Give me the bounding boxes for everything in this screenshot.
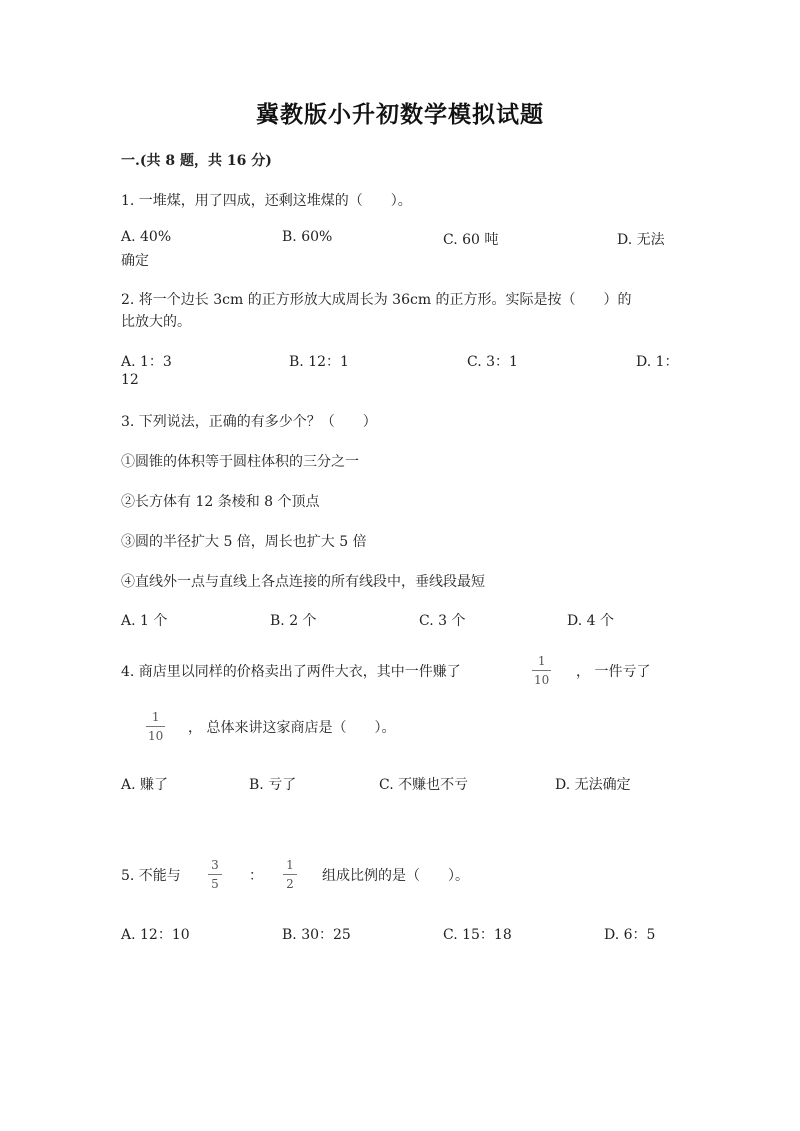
q5-fraction-2: [283, 859, 297, 890]
q5-option-d: D. 6：5: [604, 927, 656, 943]
section-heading: 一.(共 8 题，共 16 分): [121, 153, 272, 169]
q1-option-b: B. 60%: [282, 229, 333, 245]
fraction-bar: [283, 874, 297, 875]
q3-statement-1: ①圆锥的体积等于圆柱体积的三分之一: [121, 454, 359, 470]
fraction-bar: [532, 670, 551, 671]
q2-option-c: C. 3：1: [467, 354, 518, 370]
q4-option-d: D. 无法确定: [555, 777, 631, 793]
q3-option-d: D. 4 个: [567, 613, 614, 629]
q1-option-d: D. 无法: [617, 232, 665, 248]
q5-stem-part1: 5. 不能与: [121, 868, 181, 884]
q4-option-c: C. 不赚也不亏: [379, 777, 469, 793]
q3-option-a: A. 1 个: [121, 613, 168, 629]
q1-option-c: C. 60 吨: [443, 232, 499, 248]
q3-statement-2: ②长方体有 12 条棱和 8 个顶点: [121, 494, 320, 510]
q3-statement-4: ④直线外一点与直线上各点连接的所有线段中，垂线段最短: [121, 574, 485, 590]
question-1-stem: 1. 一堆煤，用了四成，还剩这堆煤的（ ）。: [121, 193, 412, 209]
q3-option-b: B. 2 个: [270, 613, 317, 629]
q5-fraction-1-numerator: 3: [211, 858, 219, 872]
q4-fraction-2: [146, 711, 165, 742]
q1-option-a: A. 40%: [121, 229, 172, 245]
q5-option-c: C. 15：18: [443, 927, 512, 943]
q4-stem-part1: 4. 商店里以同样的价格卖出了两件大衣，其中一件赚了: [121, 664, 461, 680]
q5-fraction-2-numerator: 1: [286, 858, 294, 872]
q2-option-b: B. 12：1: [289, 354, 349, 370]
q4-fraction-1: [532, 655, 551, 686]
q3-option-c: C. 3 个: [419, 613, 466, 629]
q4-fraction-2-denominator: 10: [148, 729, 164, 743]
q4-fraction-2-numerator: 1: [151, 710, 160, 724]
q5-fraction-1: [208, 859, 222, 890]
fraction-bar: [146, 726, 165, 727]
q4-fraction-1-numerator: 1: [537, 654, 546, 668]
q3-statement-3: ③圆的半径扩大 5 倍，周长也扩大 5 倍: [121, 534, 367, 550]
q5-fraction-1-denominator: 5: [211, 877, 219, 891]
q5-ratio-colon: ：: [249, 868, 263, 884]
question-2-stem-line2: 比放大的。: [121, 314, 191, 330]
q4-stem-part3: ， 总体来讲这家商店是（ ）。: [188, 720, 396, 736]
q4-stem-part2: ， 一件亏了: [576, 664, 651, 680]
question-3-stem: 3. 下列说法，正确的有多少个？（ ）: [121, 414, 377, 430]
q5-option-a: A. 12：10: [121, 927, 190, 943]
q2-option-a: A. 1：3: [121, 354, 172, 370]
q1-option-d-wrap: 确定: [121, 253, 149, 269]
q4-option-a: A. 赚了: [121, 777, 169, 793]
q4-option-b: B. 亏了: [249, 777, 297, 793]
q2-option-d-wrap: 12: [121, 372, 139, 388]
q5-option-b: B. 30：25: [282, 927, 351, 943]
q2-option-d: D. 1：: [636, 354, 679, 370]
fraction-bar: [208, 874, 222, 875]
q4-fraction-1-denominator: 10: [534, 673, 550, 687]
q5-fraction-2-denominator: 2: [286, 877, 294, 891]
q5-stem-part2: 组成比例的是（ ）。: [322, 868, 469, 884]
page-title: 冀教版小升初数学模拟试题: [256, 101, 544, 128]
question-2-stem-line1: 2. 将一个边长 3cm 的正方形放大成周长为 36cm 的正方形。实际是按（ ）的: [121, 292, 632, 308]
